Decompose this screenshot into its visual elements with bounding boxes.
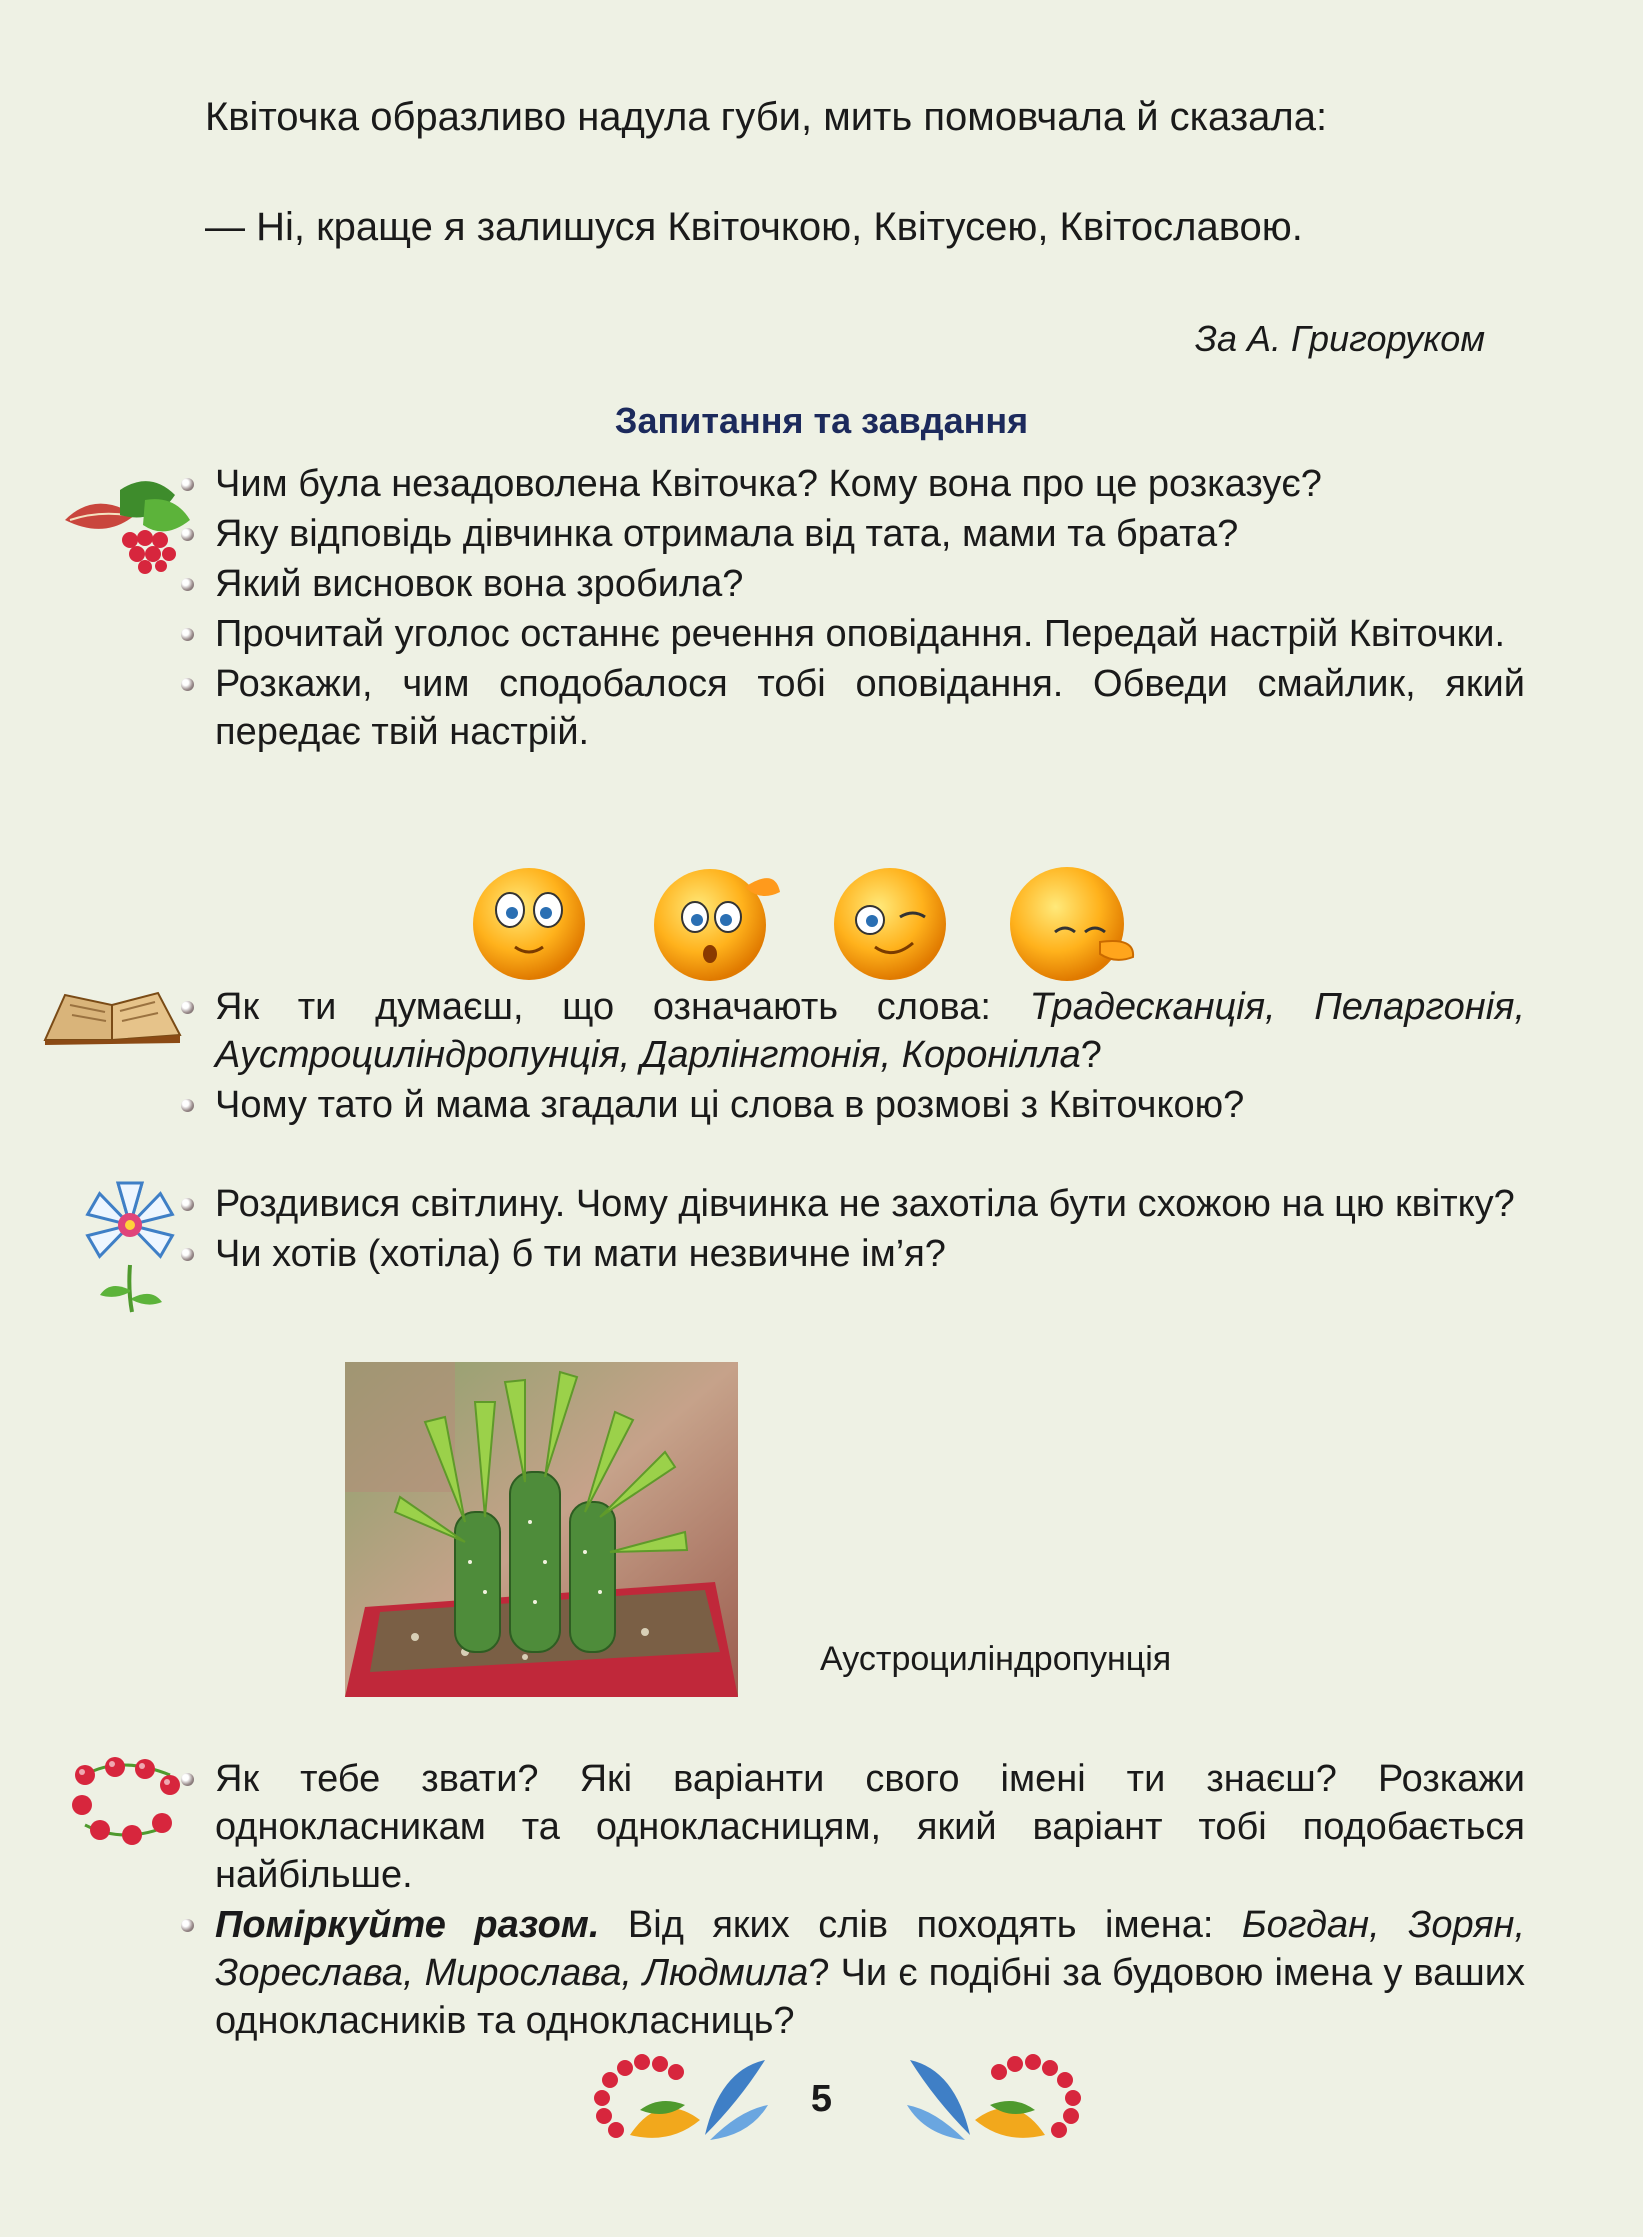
- shy-smiley-icon[interactable]: [1005, 862, 1145, 984]
- story-paragraph-1: Квіточка образливо надула губи, мить помовчала й сказала:: [205, 95, 1328, 139]
- list-item: Як тебе звати? Які варіанти свого імені ти знаєш? Розкажи однокласникам та однокласницям, який варіант тобі подобається найбільше.: [215, 1755, 1525, 1899]
- list-item: Поміркуйте разом. Від яких слів походять імена: Богдан, Зорян, Зореслава, Мирослава, Людмила? Чи є подібні за будовою імена у ваших однокласників та однокласниць?: [215, 1901, 1525, 2045]
- questions-group-2: [215, 983, 1525, 1131]
- berries-icon: [70, 1755, 185, 1845]
- list-item: Як ти думаєш, що означають слова: Традесканція, Пеларгонія, Аустроциліндропунція, Дарлінгтонія, Коронілла?: [215, 983, 1525, 1079]
- list-item: Прочитай уголос останнє речення оповідання. Передай настрій Квіточки.: [215, 610, 1525, 658]
- page-number: 5: [810, 2078, 833, 2120]
- wink-smiley-icon[interactable]: [825, 865, 950, 983]
- questions-group-1: [215, 460, 1525, 758]
- list-item: Чому тато й мама згадали ці слова в розмові з Квіточкою?: [215, 1081, 1525, 1129]
- photo-caption: Аустроциліндропунція: [820, 1640, 1172, 1678]
- viburnum-leaves-icon: [55, 470, 195, 575]
- questions-group-4: [215, 1755, 1525, 2047]
- surprised-smiley-icon[interactable]: [470, 865, 588, 983]
- list-item: Який висновок вона зробила?: [215, 560, 1525, 608]
- list-item: Роздивися світлину. Чому дівчинка не захотіла бути схожою на цю квітку?: [215, 1180, 1525, 1228]
- questions-group-3: [215, 1180, 1525, 1280]
- ornament-right-icon: [905, 2050, 1085, 2150]
- list-item: Чи хотів (хотіла) б ти мати незвичне ім’я?: [215, 1230, 1525, 1278]
- list-item: Яку відповідь дівчинка отримала від тата, мами та брата?: [215, 510, 1525, 558]
- open-book-icon: [40, 985, 185, 1045]
- section-heading: Запитання та завдання: [614, 400, 1029, 441]
- flower-icon: [70, 1180, 195, 1315]
- author-credit: За А. Григоруком: [1194, 318, 1485, 359]
- story-paragraph-2: — Ні, краще я залишуся Квіточкою, Квітусею, Квітославою.: [205, 205, 1303, 249]
- cactus-photo: [345, 1362, 738, 1697]
- list-item: Чим була незадоволена Квіточка? Кому вона про це розказує?: [215, 460, 1525, 508]
- list-item: Розкажи, чим сподобалося тобі оповідання. Обведи смайлик, який передає твій настрій.: [215, 660, 1525, 756]
- confused-smiley-icon[interactable]: [650, 862, 785, 984]
